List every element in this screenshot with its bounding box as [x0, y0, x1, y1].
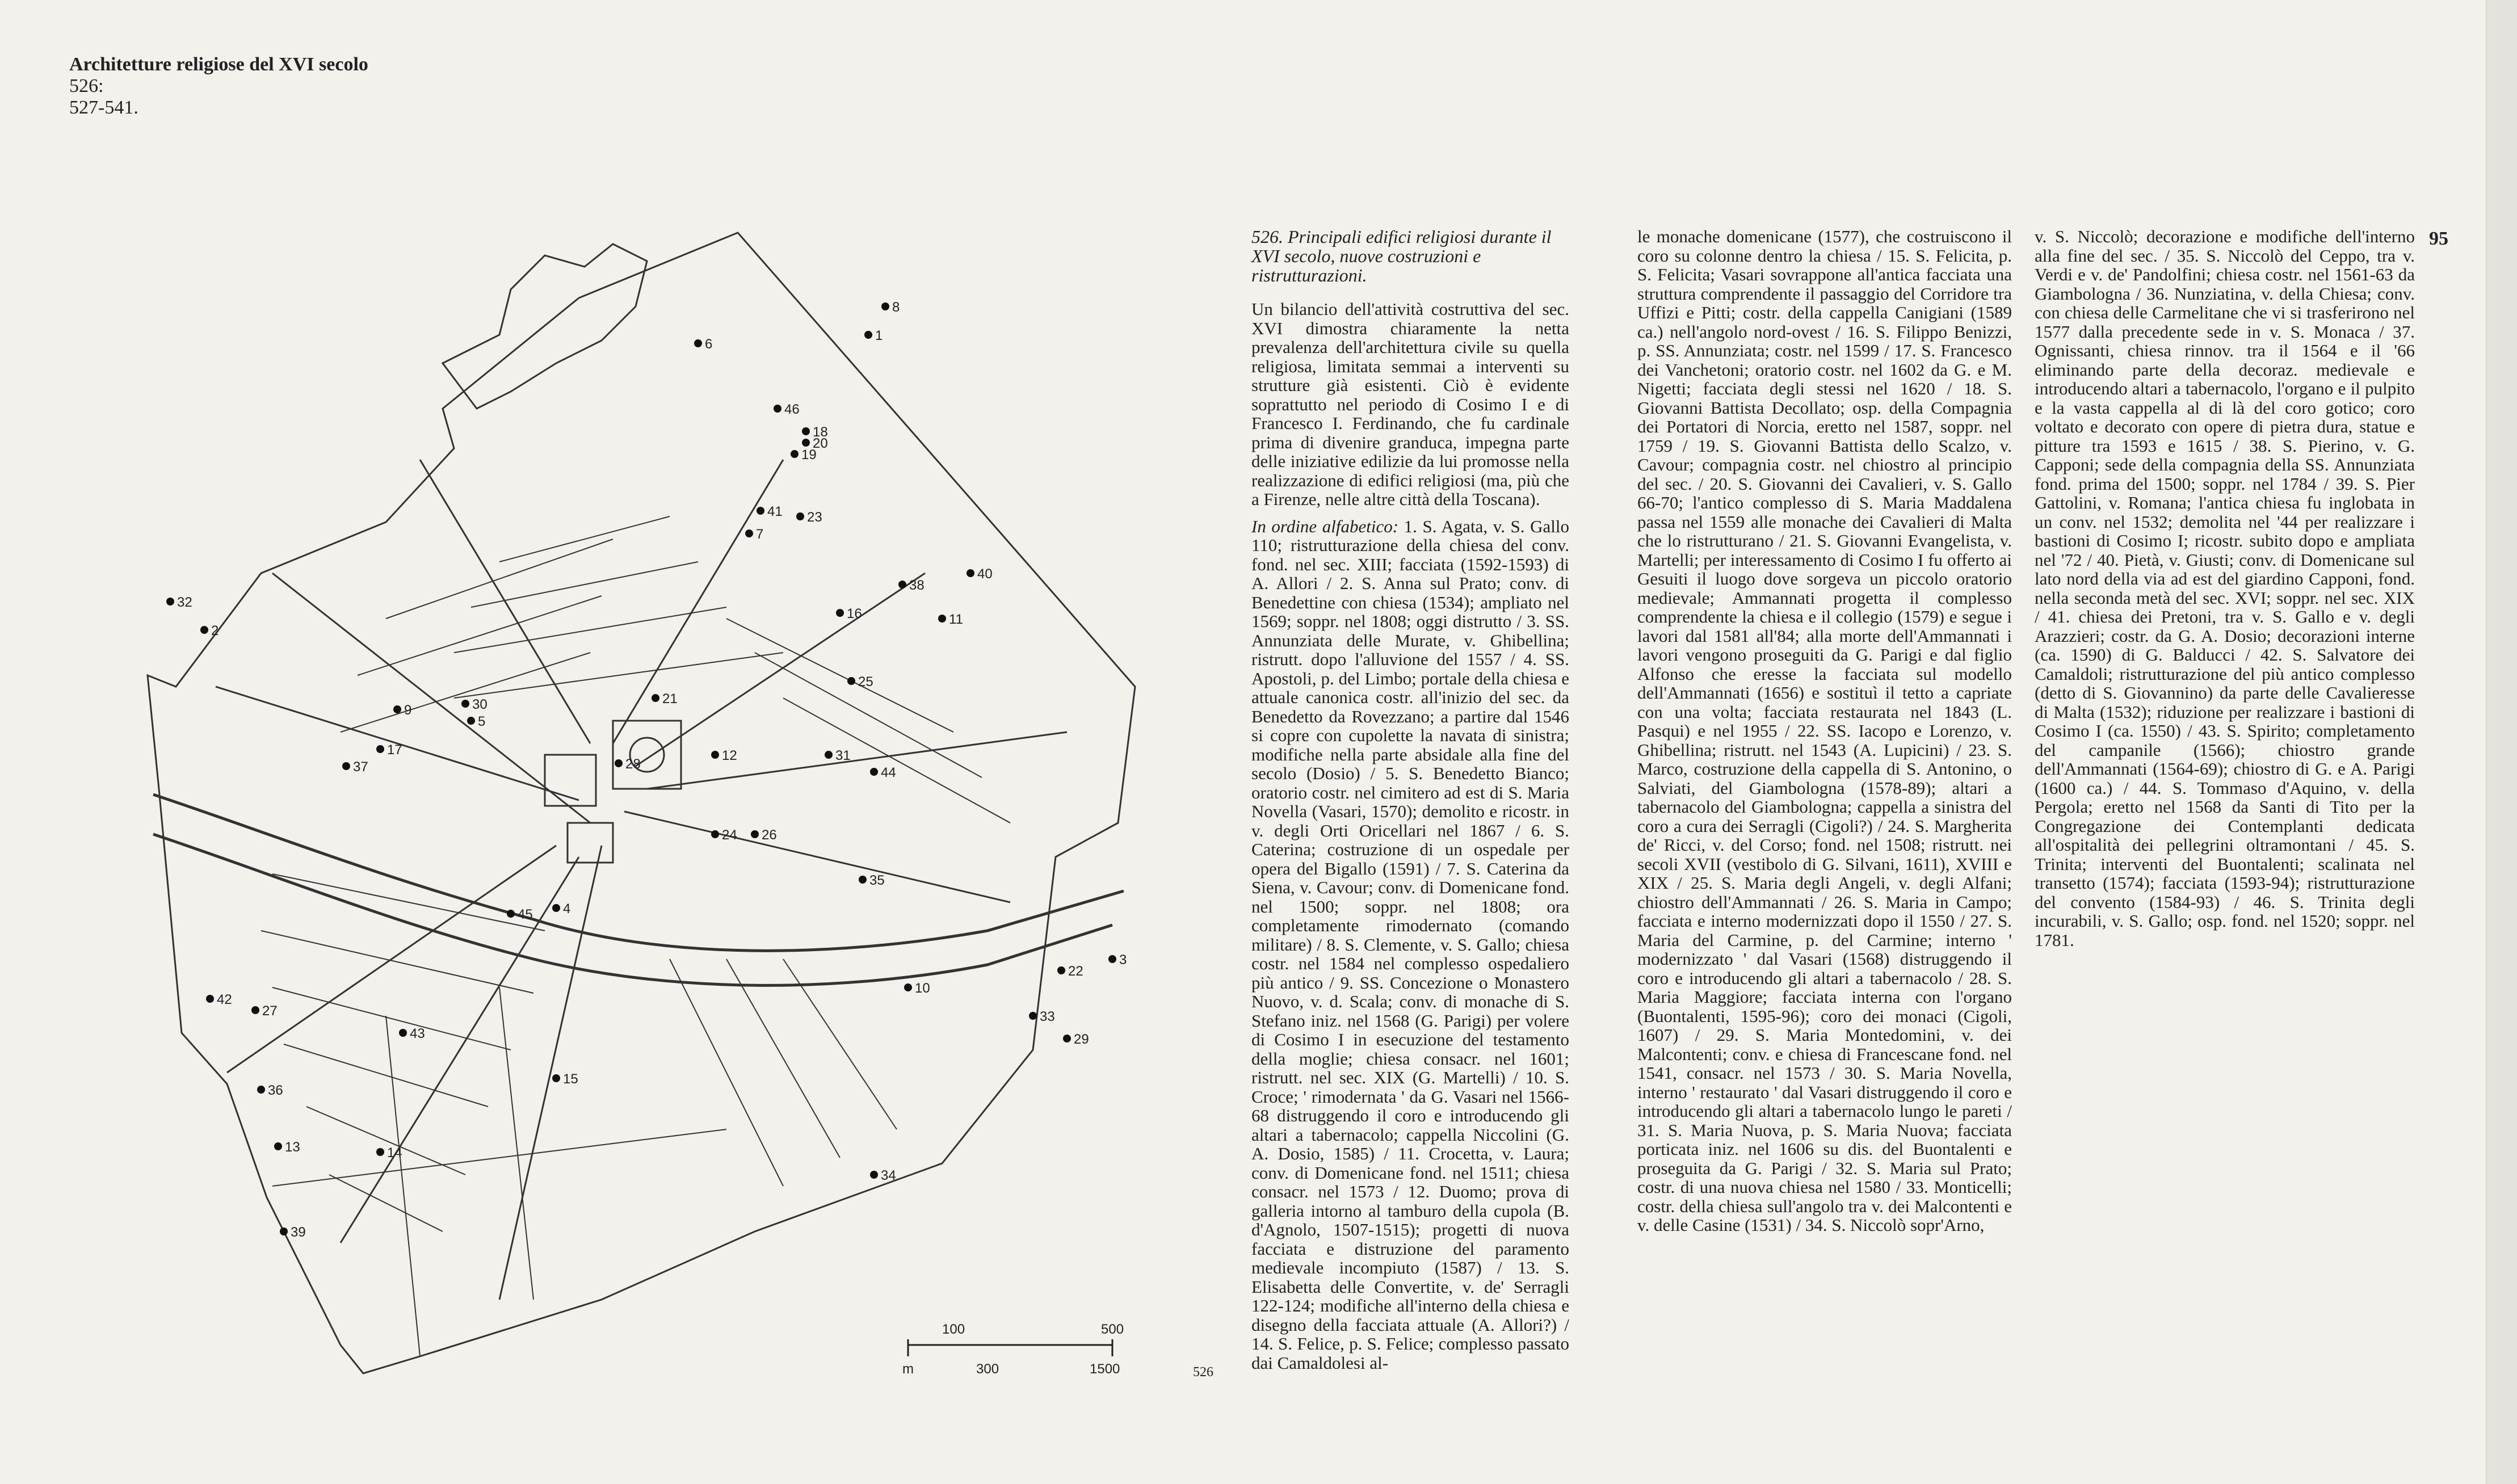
- church-marker-label: 23: [807, 510, 822, 525]
- church-marker-dot: [552, 904, 560, 912]
- text-column-3: [2035, 227, 2415, 949]
- church-marker-label: 46: [784, 402, 800, 417]
- church-marker-label: 45: [518, 907, 533, 922]
- church-marker-dot: [507, 910, 515, 918]
- church-marker-label: 17: [387, 742, 402, 758]
- church-marker-label: 10: [915, 981, 930, 996]
- church-marker-dot: [166, 598, 174, 606]
- duomo-block: [613, 721, 681, 789]
- church-marker-dot: [711, 830, 719, 838]
- arno-river: [153, 794, 1124, 951]
- header-figure-ref: 526:: [69, 75, 104, 96]
- church-marker-label: 27: [262, 1003, 278, 1019]
- church-marker-dot: [393, 705, 401, 713]
- church-marker-dot: [825, 751, 833, 759]
- church-marker-dot: [206, 995, 214, 1003]
- church-marker-dot: [467, 717, 475, 725]
- church-marker-label: 12: [722, 748, 737, 763]
- church-marker-dot: [898, 581, 906, 588]
- church-marker-dot: [1063, 1035, 1071, 1042]
- church-marker-label: 7: [756, 527, 764, 542]
- church-marker-dot: [257, 1086, 265, 1094]
- church-marker-dot: [200, 626, 208, 634]
- church-marker-dot: [847, 677, 855, 685]
- church-marker-dot: [774, 405, 781, 413]
- church-marker-label: 28: [625, 756, 641, 772]
- church-marker-label: 6: [705, 337, 713, 352]
- scale-bottom-300: 300: [976, 1361, 999, 1377]
- church-marker-label: 18: [813, 424, 828, 440]
- church-marker-dot: [399, 1029, 407, 1037]
- church-marker-dot: [342, 762, 350, 770]
- church-marker-label: 43: [410, 1026, 425, 1041]
- church-marker-dot: [802, 439, 810, 447]
- page-header: [69, 54, 467, 119]
- church-marker-label: 32: [177, 595, 192, 610]
- church-marker-label: 29: [1074, 1032, 1089, 1047]
- church-marker-dot: [967, 569, 974, 577]
- church-marker-dot: [1108, 955, 1116, 963]
- church-marker-label: 20: [813, 436, 828, 451]
- church-marker-label: 15: [563, 1071, 578, 1087]
- church-marker-dot: [274, 1142, 282, 1150]
- church-marker-dot: [791, 450, 799, 458]
- church-marker-dot: [745, 529, 753, 537]
- text-column-2: [1637, 227, 2012, 1235]
- church-marker-label: 14: [387, 1145, 402, 1161]
- church-marker-dot: [870, 1171, 878, 1179]
- church-list-part-1: 1. S. Agata, v. S. Gallo 110; ristrutturazione della chiesa del conv. fond. nel sec. XIII; facciata (1592-1593) di A. Allori / 2. S. Anna sul Prato; conv. di Benedettine con chiesa (1534); ampliato nel 1569; soppr. nel 1808; oggi distrutto / 3. SS. Annunziata delle Murate, v. Ghibellina; ristrutt. dopo l'alluvione del 1557 / 4. SS. Apostoli, p. del Limbo; portale della chiesa e attuale canonica costr. all'inizio del sec. da Benedetto da Rovezzano; a partire dal 1546 si copre con cupolette la navata di sinistra; modifiche nella parte absidale alla fine del secolo (Dosio) / 5. S. Benedetto Bianco; oratorio costr. nel cimitero ad est di S. Maria Novella (Vasari, 1570); demolito e ricostr. in v. degli Orti Oricellari nel 1867 / 6. S. Caterina; costruzione di un ospedale per opera del Bigallo (1591) / 7. S. Caterina da Siena, v. Cavour; conv. di Domenicane fond. nel 1500; soppr. nel 1808; ora completamente rimodernato (comando militare) / 8. S. Clemente, v. S. Gallo; chiesa costr. nel 1584 nel complesso ospedaliero più antico / 9. SS. Concezione o Monastero Nuovo, v. d. Scala; conv. di monache di S. Stefano iniz. nel 1568 (G. Parigi) per volere di Cosimo I in esecuzione del testamento della moglie; chiesa consacr. nel 1601; ristrutt. nel sec. XIX (G. Martelli) / 10. S. Croce; ' rimodernata ' da G. Vasari nel 1566-68 distruggendo il coro e introducendo gli altari a tabernacolo; cappella Niccolini (G. A. Dosio, 1585) / 11. Crocetta, v. Laura; conv. di Domenicane fond. nel 1511; chiesa consacr. nel 1573 / 12. Duomo; prova di galleria intorno al tamburo della cupola (B. d'Agnolo, 1507-1515); progetti di nuova facciata e distruzione del paramento medievale incompiuto (1587) / 13. S. Elisabetta delle Convertite, v. de' Serragli 122-124; modifiche all'interno della chiesa e disegno della facciata attuale (A. Allori?) / 14. S. Felice, p. S. Felice; complesso passato dai Camaldolesi al-: [1251, 516, 1569, 1373]
- header-title: Architetture religiose del XVI secolo: [69, 54, 368, 75]
- church-markers: [166, 300, 1127, 1240]
- page-number: 95: [2429, 228, 2448, 249]
- church-marker-dot: [757, 507, 764, 515]
- scale-bottom-1500: 1500: [1090, 1361, 1120, 1377]
- scale-top-100: 100: [942, 1322, 965, 1337]
- church-marker-label: 36: [268, 1083, 283, 1098]
- church-marker-label: 30: [472, 697, 488, 712]
- church-marker-dot: [552, 1074, 560, 1082]
- florence-map: [102, 221, 1209, 1402]
- church-marker-dot: [859, 876, 867, 884]
- page-gutter: [2486, 0, 2517, 1484]
- scale-unit: m: [902, 1361, 914, 1377]
- church-marker-dot: [652, 694, 659, 702]
- church-marker-dot: [615, 759, 623, 767]
- church-marker-dot: [1029, 1012, 1037, 1020]
- church-marker-label: 3: [1119, 952, 1127, 968]
- church-marker-dot: [694, 339, 702, 347]
- church-marker-dot: [904, 983, 912, 991]
- church-marker-dot: [751, 830, 759, 838]
- church-marker-dot: [870, 768, 878, 776]
- church-marker-dot: [376, 745, 384, 753]
- church-marker-label: 33: [1040, 1009, 1055, 1024]
- church-marker-label: 13: [285, 1140, 300, 1155]
- church-marker-dot: [1057, 966, 1065, 974]
- church-marker-label: 34: [881, 1168, 896, 1183]
- church-marker-label: 9: [404, 703, 412, 718]
- header-figure-range: 527-541.: [69, 97, 138, 118]
- scale-bar: [908, 1339, 1112, 1356]
- church-marker-label: 39: [291, 1225, 306, 1240]
- church-marker-dot: [376, 1148, 384, 1156]
- church-marker-label: 38: [909, 578, 925, 593]
- church-marker-label: 35: [869, 873, 885, 888]
- church-marker-dot: [461, 700, 469, 708]
- figure-caption: 526. Principali edifici religiosi durante il XVI secolo, nuove costruzioni e ristrutturazioni.: [1251, 226, 1552, 285]
- church-marker-label: 19: [801, 447, 817, 463]
- church-marker-dot: [836, 609, 844, 617]
- church-marker-label: 31: [835, 748, 851, 763]
- church-marker-dot: [280, 1227, 288, 1235]
- church-marker-label: 44: [881, 765, 896, 780]
- church-list-part-2: le monache domenicane (1577), che costruiscono il coro su colonne dentro la chiesa / 15. S. Felicita, p. S. Felicita; Vasari sovrappone all'antica facciata una struttura comprendente il passaggio del Corridore tra Uffizi e Pitti; costr. della cappella Canigiani (1589 ca.) nell'angolo nord-ovest / 16. S. Filippo Benizzi, p. SS. Annunziata; costr. nel 1599 / 17. S. Francesco dei Vanchetoni; oratorio costr. nel 1602 da G. e M. Nigetti; facciata degli stessi nel 1620 / 18. S. Giovanni Battista Decollato; osp. della Compagnia dei Portatori di Norcia, eretto nel 1587, soppr. nel 1759 / 19. S. Giovanni Battista dello Scalzo, v. Cavour; compagnia costr. nel chiostro al principio del sec. / 20. S. Giovanni dei Cavalieri, v. S. Gallo 66-70; l'antico complesso di S. Maria Maddalena passa nel 1559 alle monache dei Cavalieri di Malta che lo ristrutturano / 21. S. Giovanni Evangelista, v. Martelli; per interessamento di Cosimo I fu offerto ai Gesuiti il luogo dove sorgeva un piccolo oratorio medievale; Ammannati progetta il complesso comprendente la chiesa e il collegio (1579) e segue i lavori dal 1581 all'84; alla morte dell'Ammannati i lavori vengono proseguiti da G. Parigi e dal figlio Alfonso che eresse la facciata sul modello dell'Ammannati (1656) e sostituì il tetto a capriate con una volta; facciata restaurata nel 1843 (L. Pasqui) e nel 1955 / 22. SS. Iacopo e Lorenzo, v. Ghibellina; ristrutt. nel 1543 (A. Lupicini) / 23. S. Marco, costruzione della cappella di S. Antonino, o Salviati, del Giambologna (1578-89); altari a tabernacolo del Giambologna; cappella a sinistra del coro a cura dei Serragli (Cigoli?) / 24. S. Margherita de' Ricci, v. del Corso; fond. nel 1508; ristrutt. nei secoli XVII (vestibolo di G. Silvani, 1611), XVIII e XIX / 25. S. Maria degli Angeli, v. degli Alfani; chiostro dell'Ammannati / 26. S. Maria in Campo; facciata e interno modernizzati dopo il 1550 / 27. S. Maria del Carmine, p. del Carmine; interno ' modernizzato ' dal Vasari (1568) distruggendo il coro e introducendo gli altari a tabernacolo / 28. S. Maria Maggiore; facciata interna con l'organo (Buontalenti, 1595-96); coro dei monaci (Cigoli, 1607) / 29. S. Maria Montedomini, v. dei Malcontenti; conv. e chiesa di Francescane fond. nel 1541, consacr. nel 1573 / 30. S. Maria Novella, interno ' restaurato ' dal Vasari distruggendo il coro e introducendo gli altari a tabernacolo lungo le pareti / 31. S. Maria Nuova, p. S. Maria Nuova; facciata porticata iniz. nel 1606 su dis. del Buontalenti e proseguita da G. Parigi / 32. S. Maria sul Prato; costr. di una nuova chiesa nel 1580 / 33. Monticelli; costr. della chiesa sull'angolo tra v. dei Malcontenti e v. delle Casine (1531) / 34. S. Niccolò sopr'Arno,: [1637, 226, 2012, 1235]
- church-marker-label: 2: [211, 623, 219, 638]
- church-marker-label: 5: [478, 714, 486, 729]
- church-marker-dot: [938, 615, 946, 623]
- church-marker-dot: [711, 751, 719, 759]
- church-marker-label: 37: [353, 759, 368, 775]
- church-marker-label: 11: [949, 612, 963, 627]
- church-marker-label: 25: [858, 674, 873, 690]
- church-marker-dot: [796, 512, 804, 520]
- figure-number: 526: [1193, 1365, 1213, 1380]
- church-marker-label: 1: [875, 328, 883, 343]
- church-marker-dot: [251, 1006, 259, 1014]
- church-marker-label: 24: [722, 827, 737, 843]
- church-marker-label: 41: [767, 504, 783, 519]
- church-marker-label: 4: [563, 901, 571, 917]
- church-marker-label: 40: [977, 566, 993, 582]
- church-marker-label: 26: [762, 827, 777, 843]
- list-label: In ordine alfabetico:: [1251, 516, 1399, 536]
- city-wall-north: [148, 233, 1135, 1373]
- church-marker-label: 42: [217, 992, 232, 1007]
- church-marker-dot: [864, 331, 872, 339]
- church-list-part-3: v. S. Niccolò; decorazione e modifiche dell'interno alla fine del sec. / 35. S. Niccolò del Ceppo, tra v. Verdi e v. de' Pandolfini; chiesa costr. nel 1561-63 da Giambologna / 36. Nunziatina, v. della Chiesa; conv. con chiesa delle Carmelitane che vi si trasferirono nel 1577 dalla precedente sede in v. S. Monaca / 37. Ognissanti, chiesa rinnov. tra il 1564 e il '66 eliminando parte della decoraz. medievale e introducendo altari a tabernacolo, l'organo e il pulpito e la vasta cappella al di là del coro gotico; coro voltato e decorato con opere di pietra dura, statue e pitture tra 1593 e 1615 / 38. S. Pierino, v. G. Capponi; sede della compagnia della SS. Annunziata fond. prima del 1500; soppr. nel 1784 / 39. S. Pier Gattolini, v. Romana; l'antica chiesa fu inglobata in un conv. nel 1532; demolita nel '44 per realizzare i bastioni di Cosimo I; ricostr. subito dopo e ampliata nel '72 / 40. Pietà, v. Giusti; conv. di Domenicane sul lato nord della via ad est del giardino Capponi, fond. nella seconda metà del sec. XVI; soppr. nel sec. XIX / 41. chiesa dei Pretoni, tra v. S. Gallo e v. degli Arazzieri; costr. da G. A. Dosio; decorazioni interne (ca. 1590) di G. Balducci / 42. S. Salvatore dei Camaldoli; ristrutturazione del più antico complesso (detto di S. Giovannino) da parte delle Cavalieresse di Malta (1532); riduzione per realizzare i bastioni di Cosimo I (ca. 1550) / 43. S. Spirito; completamento del campanile (1566); chiostro grande dell'Ammannati (1564-69); chiostro di G. e A. Parigi (1600 ca.) / 44. S. Tommaso d'Aquino, v. della Pergola; eretto nel 1568 da Santi di Tito per la Congregazione dei Contemplanti dedicata all'ospitalità dei pellegrini oltramontani / 45. S. Trinita; interventi del Buontalenti; scalinata nel transetto (1574); facciata (1593-94); ristrutturazione del convento (1584-93) / 46. S. Trinita degli incurabili, v. S. Gallo; osp. fond. nel 1520; soppr. nel 1781.: [2035, 226, 2415, 950]
- church-marker-label: 22: [1068, 964, 1083, 979]
- text-column-1: [1251, 300, 1569, 1372]
- church-marker-label: 16: [847, 606, 862, 621]
- church-marker-dot: [802, 427, 810, 435]
- church-marker-dot: [881, 302, 889, 310]
- scale-top-500: 500: [1101, 1322, 1124, 1337]
- church-marker-label: 21: [662, 691, 678, 707]
- church-marker-label: 8: [892, 300, 900, 315]
- intro-paragraph: Un bilancio dell'attività costruttiva del sec. XVI dimostra chiaramente la netta prevalenza dell'architettura civile su quella religiosa, limitata semmai a interventi su strutture già esistenti. Ciò è evidente soprattutto nel periodo di Cosimo I e di Francesco I. Ferdinando, che fu cardinale prima di divenire granduca, impegna parte delle iniziative edilizie da lui promosse nella realizzazione di edifici religiosi (ma, più che a Firenze, nelle altre città della Toscana).: [1251, 299, 1569, 509]
